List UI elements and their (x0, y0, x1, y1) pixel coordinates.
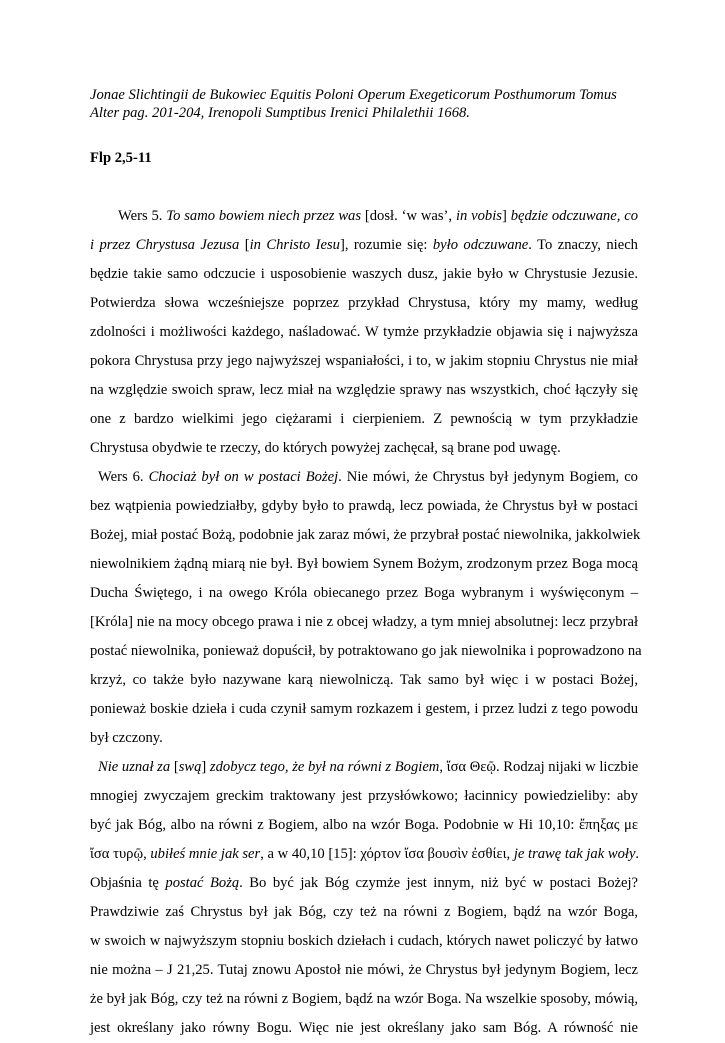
text-line: Prawdziwie zaś Chrystus był jak Bóg, czy też na równi z Bogiem, bądź na wzór Boga, (90, 904, 638, 920)
text-line: w swoich w najwyższym stopniu boskich dziełach i cudach, których nawet policzyć by łatwo (90, 933, 638, 949)
section-title: Flp 2,5-11 (90, 150, 152, 166)
text-line: niewolnikiem żądną miarą nie był. Był bowiem Synem Bożym, zrodzonym przez Boga mocą (90, 556, 638, 572)
text-line: Nie uznał za [swą] zdobycz tego, że był na równi z Bogiem, ἴσα Θεῷ. Rodzaj nijaki w liczbie (98, 759, 639, 775)
text-line: Wers 6. Chociaż był on w postaci Bożej. Nie mówi, że Chrystus był jedynym Bogiem, co (98, 469, 638, 485)
source-citation (90, 86, 650, 122)
text-line: Bożej, miał postać Bożą, podobnie jak zaraz mówi, że przybrał postać niewolnika, jakkolwiek (90, 527, 641, 543)
text-line: na względzie swoich spraw, lecz miał na względzie sprawy nas wszystkich, choć łączyły się (90, 382, 638, 398)
text-line: [Króla] nie na mocy obcego prawa i nie z obcej władzy, a tym mniej absolutnej: lecz przybrał (90, 614, 638, 630)
text-line: i przez Chrystusa Jezusa [in Christo Iesu], rozumie się: było odczuwane. To znaczy, niech (90, 237, 638, 253)
text-line: pokora Chrystusa przy jego najwyższej wspaniałości, i to, w jakim stopniu Chrystus nie miał (90, 353, 638, 369)
text-line: jest określany jako równy Bogu. Więc nie jest określany jako sam Bóg. A równość nie (90, 1020, 638, 1036)
text-line: Ducha Świętego, i na owego Króla obiecanego przez Boga wybranym i wyświęconym – (90, 585, 638, 601)
text-line: ἴσα τυρῷ, ubiłeś mnie jak ser, a w 40,10 [15]: χόρτον ἴσα βουσὶν ἐσθίει, je trawę tak jak woły. (90, 846, 640, 862)
commentary-body (90, 202, 642, 1043)
text-line: nie można – J 21,25. Tutaj znowu Apostoł nie mówi, że Chrystus był jedynym Bogiem, lecz (90, 962, 638, 978)
text-line: Chrystusa obydwie te rzeczy, do których powyżej zachęcał, są brane pod uwagę. (90, 440, 561, 456)
text-line: ponieważ boskie dzieła i cuda czynił samym rozkazem i gestem, i przez ludzi z tego powodu (90, 701, 638, 717)
text-line: był czczony. (90, 730, 163, 746)
text-line: bez wątpienia powiedziałby, gdyby było to prawdą, lecz powiada, że Chrystus był w postaci (90, 498, 638, 514)
text-line: krzyż, co także było nazywane karą niewolniczą. Tak samo był więc i w postaci Bożej, (90, 672, 638, 688)
text-line: zdolności i możliwości każdego, naśladować. W tymże przykładzie objawia się i najwyższa (90, 324, 638, 340)
citation-line: Alter pag. 201-204, Irenopoli Sumptibus Irenici Philalethii 1668. (90, 105, 470, 121)
text-line: postać niewolnika, ponieważ dopuścił, by potraktowano go jak niewolnika i poprowadzono na (90, 643, 642, 659)
text-line: one z bardzo wielkimi jego ciężarami i cierpieniem. Z pewnością w tym przykładzie (90, 411, 638, 427)
text-line: będzie takie samo odczucie i usposobienie waszych dusz, jakie było w Chrystusie Jezusie. (90, 266, 638, 282)
text-line: być jak Bóg, albo na równi z Bogiem, albo na wzór Boga. Podobnie w Hi 10,10: ἔπηξας με (90, 817, 638, 833)
text-line: Potwierdza słowa wcześniejsze poprzez przykład Chrystusa, który my mamy, według (90, 295, 638, 311)
text-line: że był jak Bóg, czy też na równi z Bogiem, bądź na wzór Boga. Na wszelkie sposoby, mówią, (90, 991, 638, 1007)
text-line: Objaśnia tę postać Bożą. Bo być jak Bóg czymże jest innym, niż być w postaci Bożej? (90, 875, 638, 891)
text-line: mnogiej zwyczajem greckim traktowany jest przysłówkowo; łacinnicy powiedzieliby: aby (90, 788, 638, 804)
citation-line: Jonae Slichtingii de Bukowiec Equitis Poloni Operum Exegeticorum Posthumorum Tomus (90, 87, 617, 103)
text-line: Wers 5. To samo bowiem niech przez was [dosł. ‘w was’, in vobis] będzie odczuwane, co (118, 208, 638, 224)
